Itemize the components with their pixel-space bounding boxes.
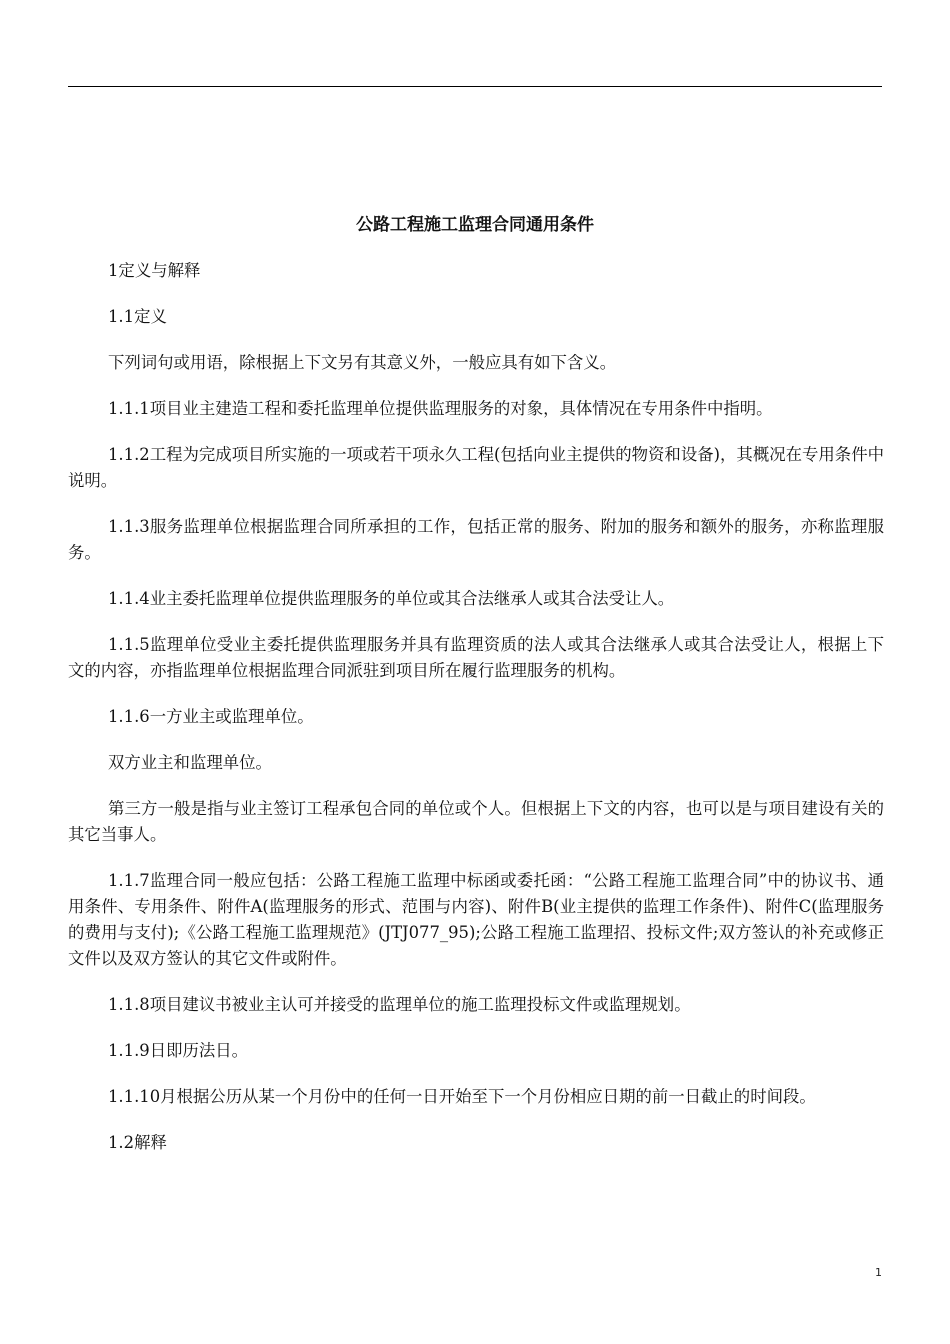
subsection-heading-definitions: 1.1定义	[108, 307, 167, 326]
clause-1-1-2: 1.1.2工程为完成项目所实施的一项或若干项永久工程(包括向业主提供的物资和设备)，其概况在专用条件中说明。	[68, 445, 884, 490]
clause-1-1-1: 1.1.1项目业主建造工程和委托监理单位提供监理服务的对象，具体情况在专用条件中指明。	[108, 399, 773, 418]
clause-1-1-7: 1.1.7监理合同一般应包括：公路工程施工监理中标函或委托函：“公路工程施工监理合同”中的协议书、通用条件、专用条件、附件A(监理服务的形式、范围与内容)、附件B(业主提供的监理工作条件)、附件C(监理服务的费用与支付);《公路工程施工监理规范》(JTJ077_95);公路工程施工监理招、投标文件;双方签认的补充或修正文件以及双方签认的其它文件或附件。	[68, 871, 884, 968]
clause-1-1-3: 1.1.3服务监理单位根据监理合同所承担的工作，包括正常的服务、附加的服务和额外的服务，亦称监理服务。	[68, 517, 884, 562]
clause-1-1-8: 1.1.8项目建议书被业主认可并接受的监理单位的施工监理投标文件或监理规划。	[108, 995, 691, 1014]
section-heading-definitions-and-interpretation: 1定义与解释	[108, 261, 201, 280]
paragraph-intro: 下列词句或用语，除根据上下文另有其意义外，一般应具有如下含义。	[108, 353, 617, 372]
page-number: 1	[875, 1266, 882, 1279]
clause-1-1-9: 1.1.9日即历法日。	[108, 1041, 249, 1060]
clause-third-party: 第三方一般是指与业主签订工程承包合同的单位或个人。但根据上下文的内容，也可以是与项目建设有关的其它当事人。	[68, 799, 884, 844]
clause-1-1-10: 1.1.10月根据公历从某一个月份中的任何一日开始至下一个月份相应日期的前一日截止的时间段。	[108, 1087, 816, 1106]
clause-1-1-6: 1.1.6一方业主或监理单位。	[108, 707, 314, 726]
clause-1-1-4: 1.1.4业主委托监理单位提供监理服务的单位或其合法继承人或其合法受让人。	[108, 589, 675, 608]
clause-both-parties: 双方业主和监理单位。	[108, 753, 272, 772]
document-body	[68, 258, 884, 1176]
clause-1-1-5: 1.1.5监理单位受业主委托提供监理服务并具有监理资质的法人或其合法继承人或其合法受让人，根据上下文的内容，亦指监理单位根据监理合同派驻到项目所在履行监理服务的机构。	[68, 635, 884, 680]
subsection-heading-interpretation: 1.2解释	[108, 1133, 167, 1152]
header-rule	[68, 86, 882, 87]
document-title: 公路工程施工监理合同通用条件	[356, 215, 594, 235]
